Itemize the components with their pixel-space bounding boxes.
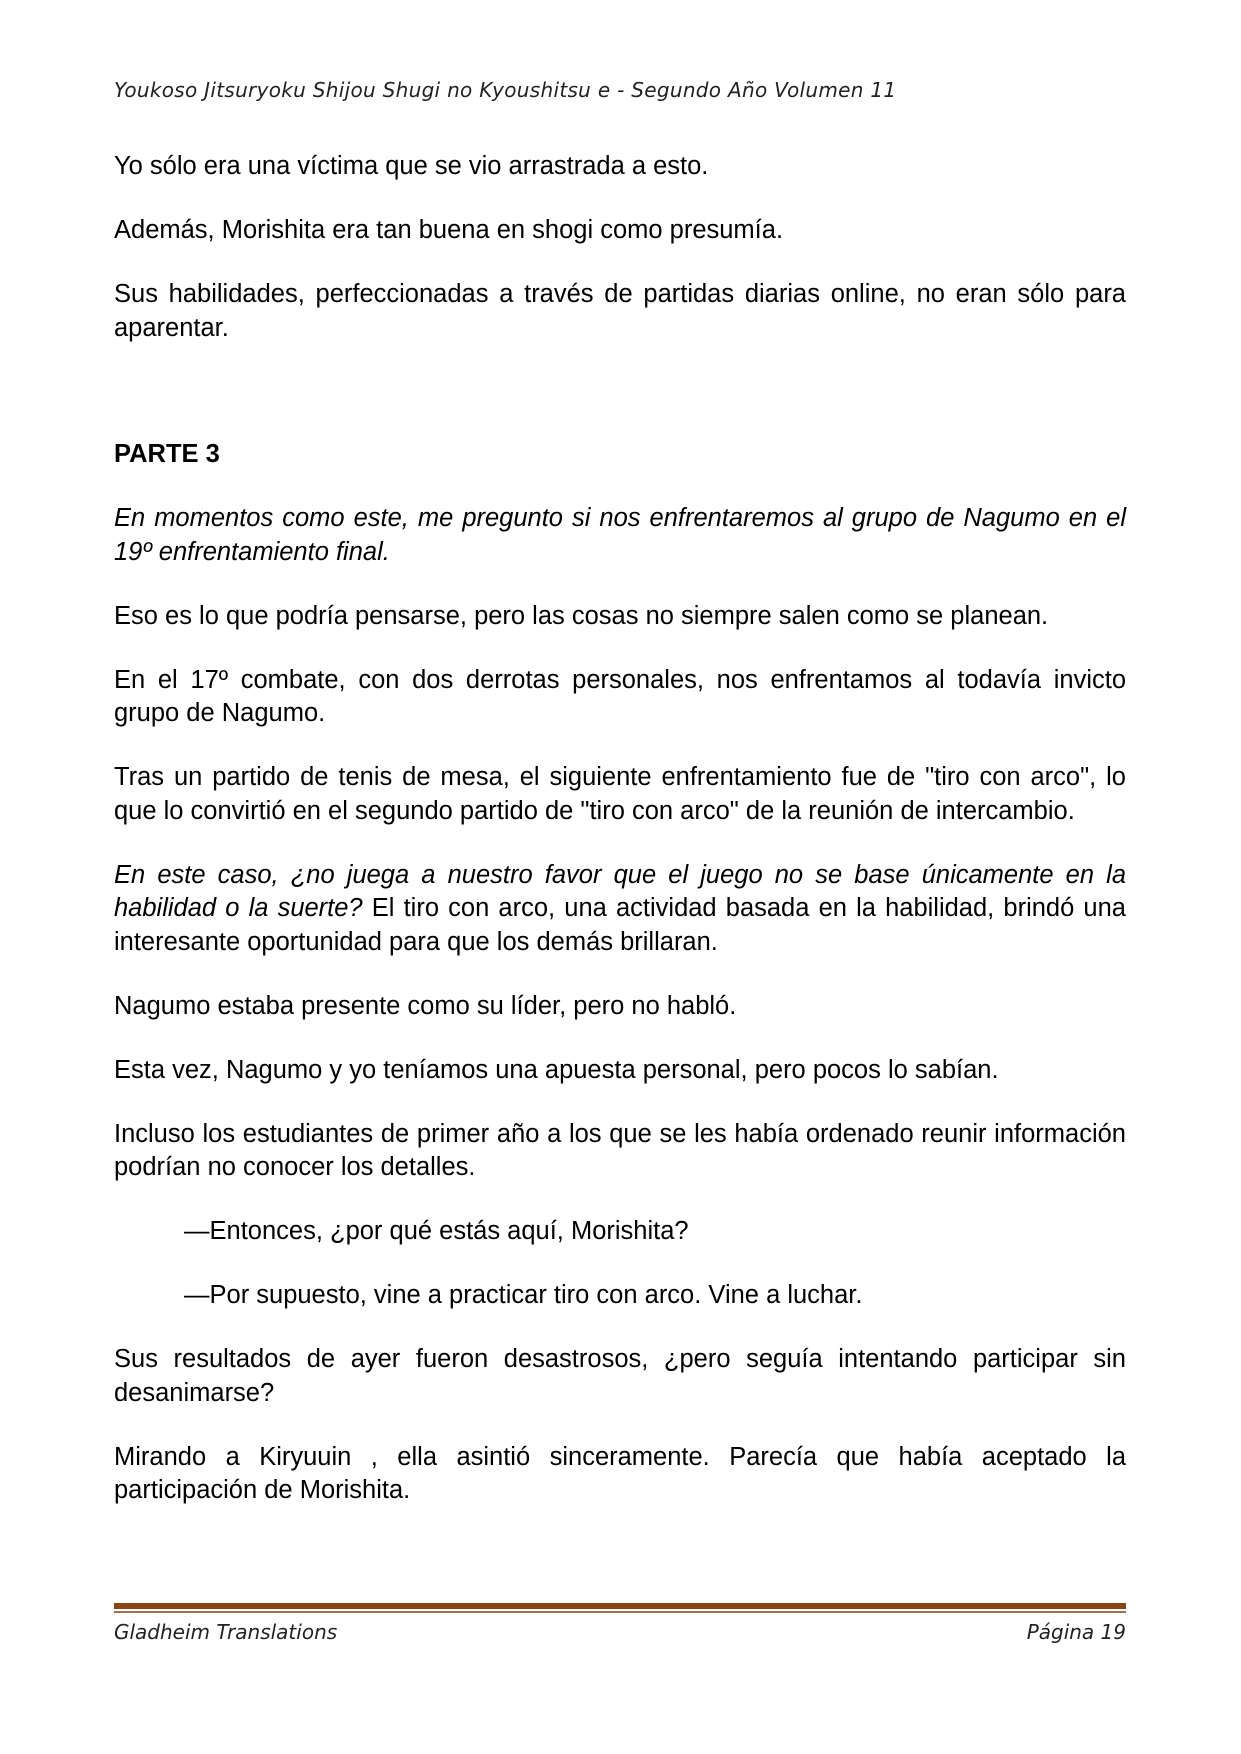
paragraph: En el 17º combate, con dos derrotas personales, nos enfrentamos al todavía invicto grupo de Nagumo.	[114, 665, 1126, 727]
paragraph: Sus resultados de ayer fueron desastrosos, ¿pero seguía intentando participar sin desanimarse?	[114, 1345, 1126, 1407]
italic-thought: En este caso, ¿no juega a nuestro favor que el juego no se base únicamente en la habilidad o la suerte?	[114, 860, 1126, 922]
paragraph-text: El tiro con arco, una actividad basada en la habilidad, brindó una interesante oportunidad para que los demás brillaran.	[114, 894, 1126, 956]
footer-divider	[114, 1603, 1126, 1613]
paragraph: Incluso los estudiantes de primer año a los que se les había ordenado reunir información podrían no conocer los detalles.	[114, 1119, 1126, 1181]
footer	[114, 1620, 1126, 1644]
paragraph: Eso es lo que podría pensarse, pero las cosas no siempre salen como se planean.	[114, 601, 1049, 630]
footer-rule-thick	[114, 1603, 1126, 1609]
paragraph: Sus habilidades, perfeccionadas a través de partidas diarias online, no eran sólo para aparentar.	[114, 280, 1126, 342]
page-number: Página 19	[1026, 1620, 1126, 1644]
paragraph: Yo sólo era una víctima que se vio arrastrada a esto.	[114, 152, 709, 180]
dialogue-line: —Entonces, ¿por qué estás aquí, Morishita?	[184, 1217, 689, 1245]
section-heading: PARTE 3	[114, 440, 220, 468]
running-header: Youkoso Jitsuryoku Shijou Shugi no Kyoushitsu e - Segundo Año Volumen 11	[114, 78, 897, 102]
paragraph: Mirando a Kiryuuin , ella asintió sinceramente. Parecía que había aceptado la participación de Morishita.	[114, 1442, 1126, 1504]
paragraph: En momentos como este, me pregunto si nos enfrentaremos al grupo de Nagumo en el 19º enfrentamiento final.	[114, 504, 1126, 566]
paragraph: Nagumo estaba presente como su líder, pero no habló.	[114, 991, 737, 1020]
dialogue-line: —Por supuesto, vine a practicar tiro con arco. Vine a luchar.	[184, 1281, 863, 1309]
page-body	[114, 150, 1126, 1538]
paragraph: Esta vez, Nagumo y yo teníamos una apuesta personal, pero pocos lo sabían.	[114, 1055, 999, 1084]
paragraph: Tras un partido de tenis de mesa, el siguiente enfrentamiento fue de "tiro con arco", lo que lo convirtió en el segundo partido de "tiro con arco" de la reunión de intercambio.	[114, 763, 1126, 825]
footer-rule-thin	[114, 1611, 1126, 1613]
paragraph	[114, 859, 1126, 960]
paragraph: Además, Morishita era tan buena en shogi como presumía.	[114, 216, 784, 244]
footer-credit: Gladheim Translations	[114, 1620, 338, 1644]
